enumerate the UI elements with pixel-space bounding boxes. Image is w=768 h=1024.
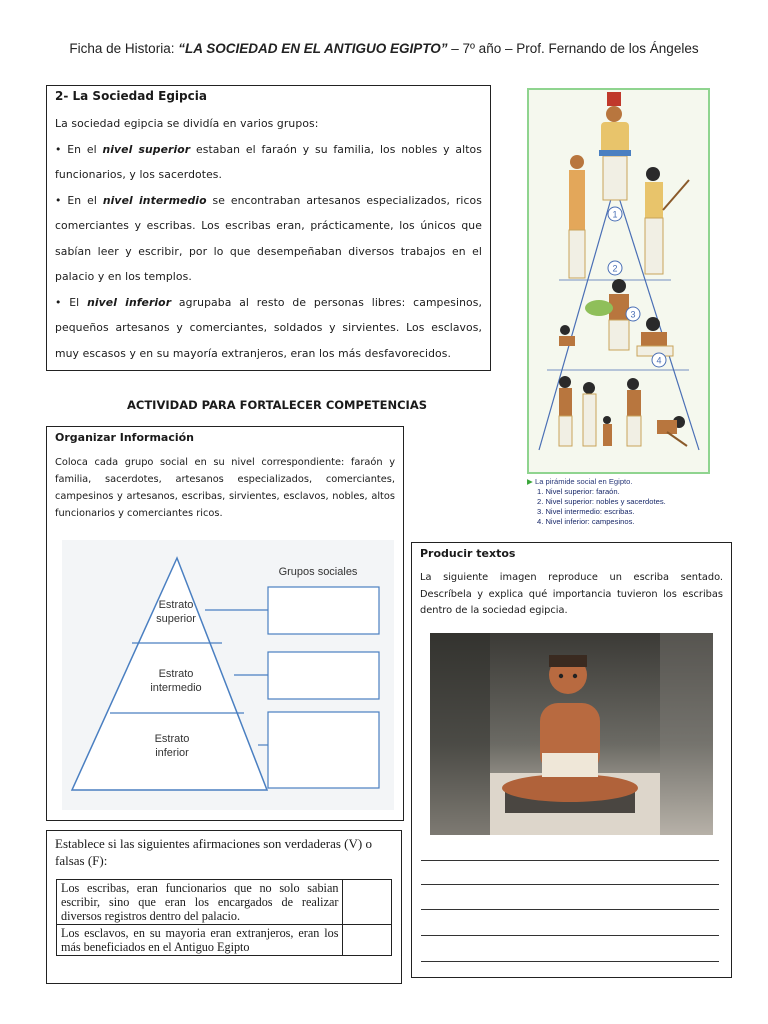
verdadero-falso-instructions: Establece si las siguientes afirmaciones son verdaderas (V) o falsas (F): bbox=[55, 836, 372, 868]
pyramid-caption bbox=[527, 477, 727, 527]
stratum-label: Estrato bbox=[154, 733, 190, 745]
level-number: 3 bbox=[630, 309, 636, 320]
level-number: 4 bbox=[656, 355, 662, 366]
producir-title: Producir textos bbox=[420, 547, 516, 560]
keyword-nivel-inferior: nivel inferior bbox=[87, 295, 172, 309]
stratum-label: inferior bbox=[155, 747, 189, 759]
section-sociedad-egipcia bbox=[46, 85, 491, 371]
answer-line[interactable] bbox=[421, 884, 719, 885]
verdadero-falso-table bbox=[56, 879, 392, 956]
organizar-title: Organizar Información bbox=[55, 431, 195, 444]
header-prefix: Ficha de Historia: bbox=[69, 41, 179, 56]
section-intro: La sociedad egipcia se dividía en varios grupos: bbox=[55, 117, 319, 130]
groups-heading: Grupos sociales bbox=[278, 566, 358, 578]
producir-instructions: La siguiente imagen reproduce un escriba sentado. Descríbela y explica qué importancia tuvieron los escribas dentro de la sociedad egipcia. bbox=[420, 572, 723, 616]
bullet-text: se encontraban artesanos especializados, ricos comerciantes y escribas. Los escribas eran, prácticamente, los únicos que sabían leer y escribir, por lo que desempeñaban diversos trabajos en el palacio y en los templos. bbox=[55, 193, 482, 283]
stratum-label: Estrato bbox=[158, 599, 194, 611]
answer-box-intermedio[interactable] bbox=[268, 652, 379, 699]
statement-cell: Los esclavos, en su mayoria eran extranjeros, eran los más beneficiados en el Antiguo Egipto bbox=[57, 925, 343, 956]
activity-title: ACTIVIDAD PARA FORTALECER COMPETENCIAS bbox=[127, 398, 427, 412]
keyword-nivel-intermedio: nivel intermedio bbox=[102, 193, 207, 207]
bullet-prefix: • El bbox=[55, 295, 88, 309]
table-row bbox=[57, 880, 392, 925]
pyramid-caption-item: 4. Nivel inferior: campesinos. bbox=[537, 517, 635, 526]
header-suffix: – 7º año – Prof. Fernando de los Ángeles bbox=[447, 41, 699, 56]
header-title: “LA SOCIEDAD EN EL ANTIGUO EGIPTO” bbox=[178, 41, 448, 56]
answer-cell[interactable] bbox=[343, 880, 392, 925]
strata-diagram bbox=[62, 540, 394, 810]
stratum-label: intermedio bbox=[150, 682, 202, 694]
seated-scribe-image bbox=[430, 633, 713, 835]
strata-diagram-svg bbox=[62, 540, 394, 810]
seated-scribe-photo bbox=[430, 633, 713, 835]
organizar-instructions: Coloca cada grupo social en su nivel correspondiente: faraón y familia, sacerdotes, artesanos especializados, comerciantes, campesinos y artesanos, escribas, sirvientes, esclavos, nobles, altos funcionarios y comerciantes ricos. bbox=[55, 457, 395, 519]
answer-line[interactable] bbox=[421, 860, 719, 861]
answer-box-inferior[interactable] bbox=[268, 712, 379, 788]
pyramid-figures bbox=[529, 90, 708, 472]
statement-cell: Los escribas, eran funcionarios que no solo sabian escribir, sino que eran los encargados de realizar diversos registros dentro del palacio. bbox=[57, 880, 343, 925]
bullet-prefix: • En el bbox=[55, 142, 103, 156]
pyramid-caption-item: 1. Nivel superior: faraón. bbox=[537, 487, 620, 496]
section-title: 2- La Sociedad Egipcia bbox=[55, 89, 207, 103]
paragraph-nivel-intermedio bbox=[55, 188, 482, 290]
stratum-label: Estrato bbox=[158, 668, 194, 680]
answer-line[interactable] bbox=[421, 909, 719, 910]
paragraph-nivel-superior bbox=[55, 137, 482, 188]
bullet-prefix: • En el bbox=[55, 193, 103, 207]
pyramid-caption-item: 2. Nivel superior: nobles y sacerdotes. bbox=[537, 497, 666, 506]
bullet-text: agrupaba al resto de personas libres: campesinos, pequeños artesanos y comerciantes, soldados y sirvientes. Los esclavos, muy escasos y en su mayoría extranjeros, eran los más desfavorecidos. bbox=[55, 295, 482, 360]
answer-line[interactable] bbox=[421, 935, 719, 936]
paragraph-nivel-inferior bbox=[55, 290, 482, 367]
pyramid-caption-title: ▶ La pirámide social en Egipto. bbox=[527, 477, 633, 486]
worksheet-header bbox=[0, 41, 768, 56]
keyword-nivel-superior: nivel superior bbox=[102, 142, 191, 156]
social-pyramid-illustration bbox=[527, 88, 710, 474]
level-number: 1 bbox=[612, 209, 618, 220]
stratum-label: superior bbox=[156, 613, 196, 625]
answer-line[interactable] bbox=[421, 961, 719, 962]
answer-box-superior[interactable] bbox=[268, 587, 379, 634]
level-number: 2 bbox=[612, 263, 618, 274]
bullet-text: estaban el faraón y su familia, los nobles y altos funcionarios, y los sacerdotes. bbox=[55, 142, 482, 181]
verdadero-falso-box bbox=[46, 830, 402, 984]
pyramid-caption-item: 3. Nivel intermedio: escribas. bbox=[537, 507, 635, 516]
answer-cell[interactable] bbox=[343, 925, 392, 956]
table-row bbox=[57, 925, 392, 956]
